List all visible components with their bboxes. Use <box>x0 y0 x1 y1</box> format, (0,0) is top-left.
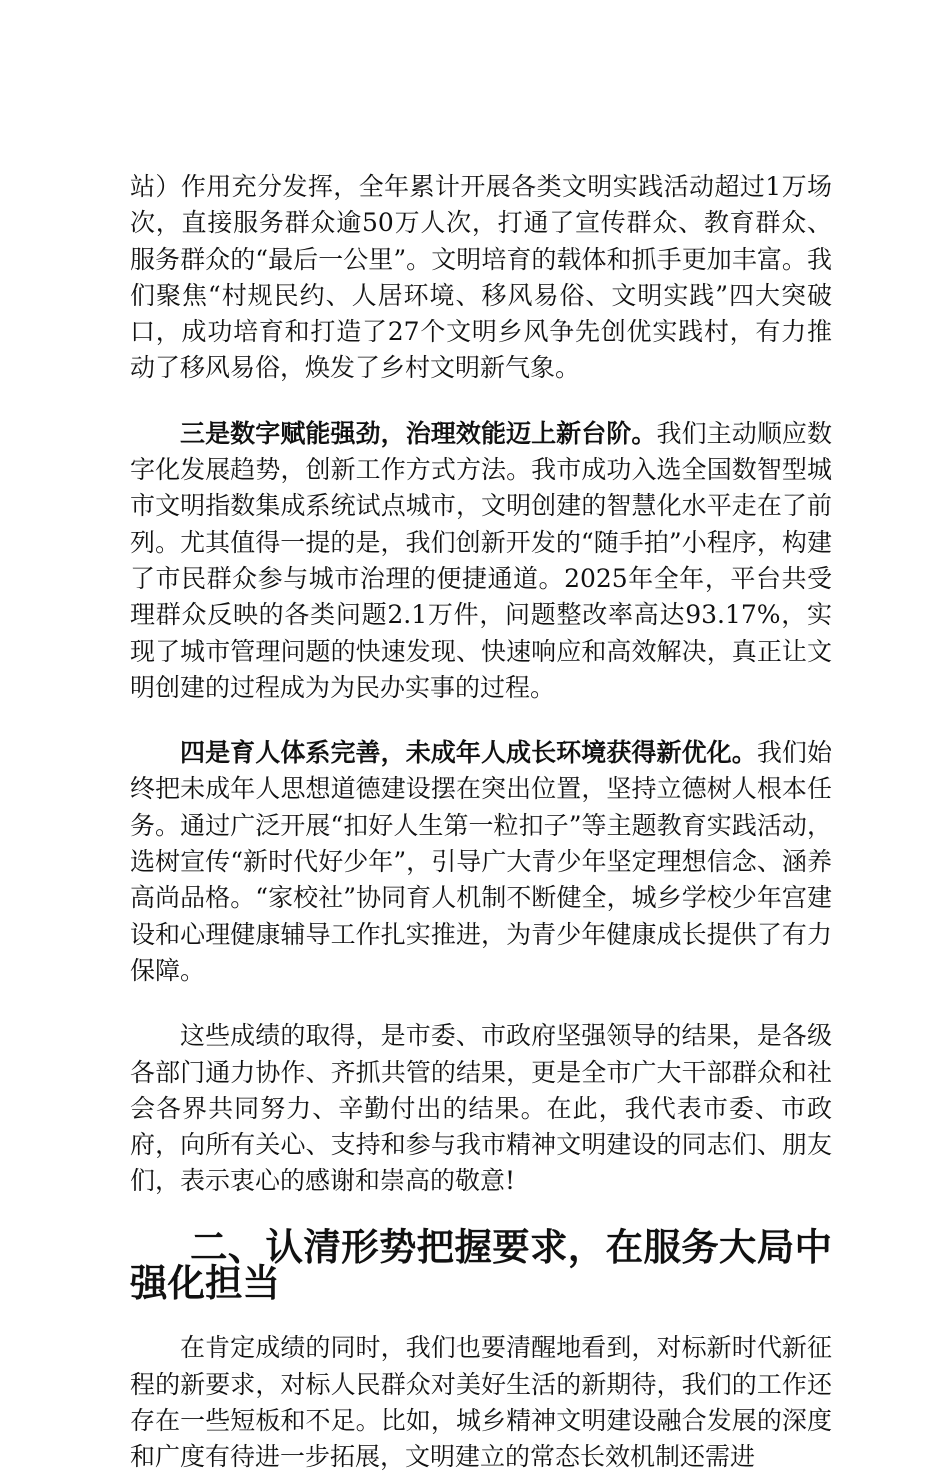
document-page <box>130 169 832 1476</box>
paragraph-education-system <box>130 735 832 989</box>
paragraph-text: 我们始终把未成年人思想道德建设摆在突出位置，坚持立德树人根本任务。通过广泛开展“扣好人生第一粒扣子”等主题教育实践活动，选树宣传“新时代好少年”，引导广大青少年坚定理想信念、涵养高尚品格。“家校社”协同育人机制不断健全，城乡学校少年宫建设和心理健康辅导工作扎实推进，为青少年健康成长提供了有力保障。 <box>130 738 832 985</box>
paragraph-continuation <box>130 169 832 387</box>
paragraph-closing <box>130 1330 832 1475</box>
paragraph-text: 站）作用充分发挥，全年累计开展各类文明实践活动超过1万场次，直接服务群众逾50万人次，打通了宣传群众、教育群众、服务群众的“最后一公里”。文明培育的载体和抓手更加丰富。我们聚焦“村规民约、人居环境、移风易俗、文明实践”四大突破口，成功培育和打造了27个文明乡风争先创优实践村，有力推动了移风易俗，焕发了乡村文明新气象。 <box>130 172 832 383</box>
paragraph-digital-empowerment <box>130 416 832 706</box>
paragraph-text: 我们主动顺应数字化发展趋势，创新工作方式方法。我市成功入选全国数智型城市文明指数集成系统试点城市，文明创建的智慧化水平走在了前列。尤其值得一提的是，我们创新开发的“随手拍”小程序，构建了市民群众参与城市治理的便捷通道。2025年全年，平台共受理群众反映的各类问题2.1万件，问题整改率高达93.17%，实现了城市管理问题的快速发现、快速响应和高效解决，真正让文明创建的过程成为为民办实事的过程。 <box>130 418 832 702</box>
paragraph-lead: 四是育人体系完善，未成年人成长环境获得新优化。 <box>180 738 757 768</box>
paragraph-text: 在肯定成绩的同时，我们也要清醒地看到，对标新时代新征程的新要求，对标人民群众对美好生活的新期待，我们的工作还存在一些短板和不足。比如，城乡精神文明建设融合发展的深度和广度有待进一步拓展，文明建立的常态长效机制还需进 <box>130 1333 832 1472</box>
paragraph-text: 这些成绩的取得，是市委、市政府坚强领导的结果，是各级各部门通力协作、齐抓共管的结果，更是全市广大干部群众和社会各界共同努力、辛勤付出的结果。在此，我代表市委、市政府，向所有关心、支持和参与我市精神文明建设的同志们、朋友们，表示衷心的感谢和崇高的敬意! <box>130 1021 832 1196</box>
paragraph-acknowledgement <box>130 1018 832 1199</box>
section-heading: 二、认清形势把握要求，在服务大局中强化担当 <box>130 1224 832 1306</box>
paragraph-lead: 三是数字赋能强劲，治理效能迈上新台阶。 <box>180 418 657 448</box>
